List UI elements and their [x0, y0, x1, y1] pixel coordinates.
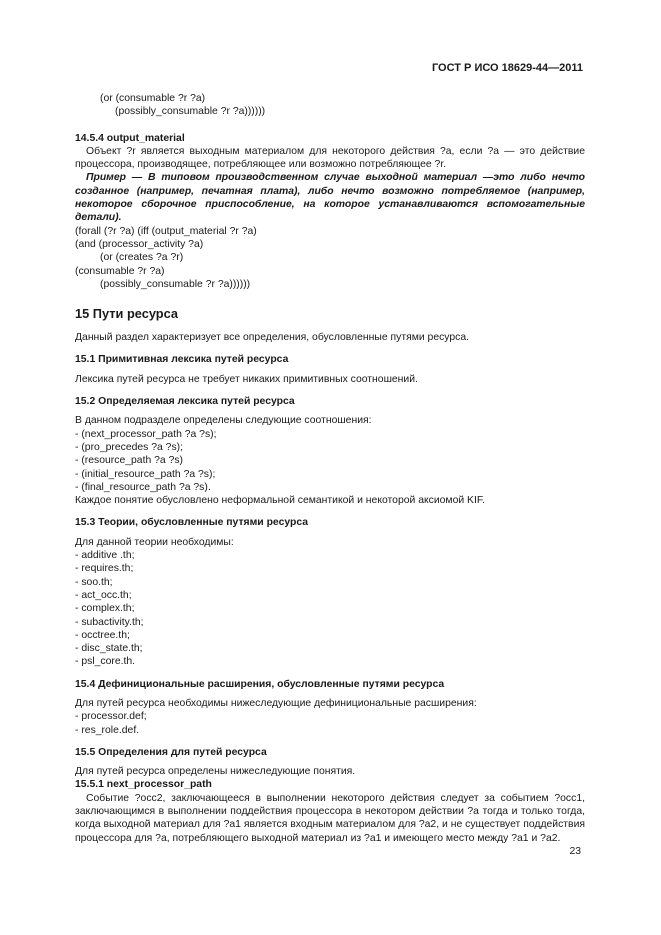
list-item: - (pro_precedes ?a ?s);: [75, 441, 184, 453]
paragraph: Для путей ресурса необходимы нижеследующие дефинициональные расширения:: [75, 697, 477, 709]
list-item: - complex.th;: [75, 603, 135, 615]
list-item: - soo.th;: [75, 576, 113, 588]
paragraph: Каждое понятие обусловлено неформальной семантикой и некоторой аксиомой KIF.: [75, 495, 485, 507]
list-item: - (next_processor_path ?a ?s);: [75, 428, 217, 440]
list-item: - disc_state.th;: [75, 643, 143, 655]
paragraph: В данном подразделе определены следующие соотношения:: [75, 415, 372, 427]
list-item: - (resource_path ?a ?s): [75, 455, 184, 467]
formula-line: (or (creates ?a ?r): [100, 252, 184, 264]
section-heading-15-2: 15.2 Определяемая лексика путей ресурса: [75, 396, 295, 408]
formula-line: (consumable ?r ?a): [75, 265, 165, 277]
formula-line: (forall (?r ?a) (iff (output_material ?r ?a): [75, 225, 257, 237]
list-item: - psl_core.th.: [75, 656, 136, 668]
document-header: ГОСТ Р ИСО 18629-44—2011: [431, 62, 583, 74]
section-heading-15-5: 15.5 Определения для путей ресурса: [75, 746, 267, 758]
formula-line: (possibly_consumable ?r ?a)))))): [100, 278, 251, 290]
list-item: - res_role.def.: [75, 724, 140, 736]
formula-line: (and (processor_activity ?a): [75, 238, 204, 250]
formula-line: (possibly_consumable ?r ?a)))))): [115, 106, 266, 118]
section-heading-15: 15 Пути ресурса: [75, 306, 178, 322]
section-heading-15-3: 15.3 Теории, обусловленные путями ресурса: [75, 517, 309, 529]
paragraph: Объект ?r является выходным материалом для некоторого действия ?a, если ?a — это действие процессора, производящее, потребляющее или возможно потребляющее ?r.: [75, 145, 585, 171]
list-item: - subactivity.th;: [75, 616, 144, 628]
list-item: - processor.def;: [75, 711, 147, 723]
document-body: [75, 92, 585, 845]
list-item: - additive .th;: [75, 550, 135, 562]
paragraph: Данный раздел характеризует все определения, обусловленные путями ресурса.: [75, 332, 470, 344]
paragraph: Для данной теории необходимы:: [75, 536, 234, 548]
paragraph: Для путей ресурса определены нижеследующие понятия.: [75, 766, 356, 778]
paragraph: Лексика путей ресурса не требует никаких примитивных соотношений.: [75, 373, 418, 385]
section-heading-15-1: 15.1 Примитивная лексика путей ресурса: [75, 354, 289, 366]
paragraph: Событие ?occ2, заключающееся в выполнении некоторого действия следует за событием ?occ1, заключающимся в выполнении поддействия процессора в некотором действии ?a тогда и только тогда, когда выходной материал для ?a1 является входным материалом для ?a2, и не существует поддействия процессора для ?a, потребляющего выходной материал из ?a1 и имеющего место между ?a1 и ?a2.: [75, 792, 585, 844]
list-item: - (initial_resource_path ?a ?s);: [75, 468, 216, 480]
subsection-heading-15-5-1: 15.5.1 next_processor_path: [75, 779, 212, 791]
page-number: 23: [569, 846, 581, 857]
list-item: - (final_resource_path ?a ?s).: [75, 481, 211, 493]
list-item: - requires.th;: [75, 563, 134, 575]
formula-line: (or (consumable ?r ?a): [100, 93, 206, 104]
section-heading-14-5-4: 14.5.4 output_material: [75, 132, 185, 144]
example-paragraph: Пример — В типовом производственном случае выходной материал —это либо нечто созданное (например, печатная плата), либо нечто возможно потребляемое (например, некоторое сборочное приспособление, на которое устанавливаются вспомогательные детали).: [75, 172, 585, 224]
list-item: - occtree.th;: [75, 629, 130, 641]
section-heading-15-4: 15.4 Дефинициональные расширения, обусловленные путями ресурса: [75, 678, 445, 690]
list-item: - act_occ.th;: [75, 589, 132, 601]
